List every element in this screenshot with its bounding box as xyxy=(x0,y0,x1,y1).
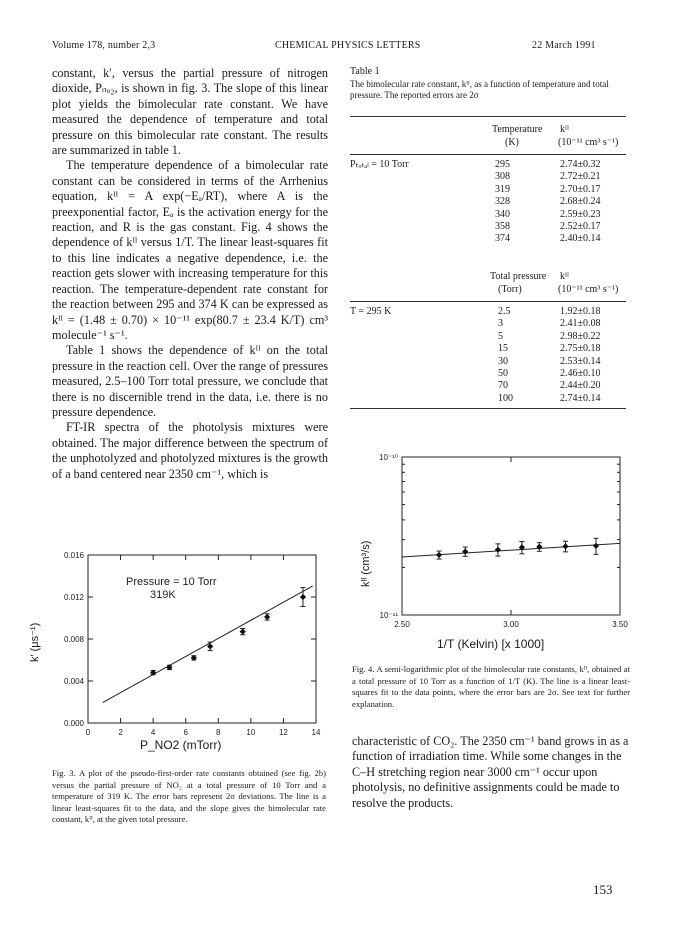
x-tick-label: 10 xyxy=(246,728,256,737)
x-tick-label: 6 xyxy=(183,728,188,737)
fig4-fit-line xyxy=(402,543,620,557)
fig3-chart xyxy=(50,548,330,763)
table-rule xyxy=(350,116,626,117)
fig4-chart xyxy=(352,445,637,635)
table-title: Table 1 xyxy=(350,66,380,77)
table-condition-pressure: Pₜₒₜₐₗ = 10 Torr xyxy=(350,159,409,170)
table-rule xyxy=(350,408,626,409)
x-tick-label: 8 xyxy=(216,728,221,737)
fig4-caption: Fig. 4. A semi-logarithmic plot of the bimolecular rate constants, kᴵᴵ, obtained at a total pressure of 10 Torr as a function of 1/T (K). The line is a linear least-squares fit to the data points, where the error bars are 2σ. See text for further explanation. xyxy=(352,664,630,709)
y-tick-label: 10⁻¹¹ xyxy=(379,611,398,620)
table-caption: The bimolecular rate constant, kᴵᴵ, as a function of temperature and total pressure. The reported errors are 2σ xyxy=(350,79,609,100)
page-number: 153 xyxy=(593,882,613,897)
table-condition-temperature: T = 295 K xyxy=(350,306,392,317)
fig4-ticks xyxy=(402,457,620,615)
y-tick-label: 0.000 xyxy=(63,719,84,728)
table-head-temperature: Temperature xyxy=(492,124,543,135)
data-point xyxy=(436,552,442,558)
data-point xyxy=(562,543,568,549)
x-tick-label: 12 xyxy=(278,728,288,737)
header-journal: CHEMICAL PHYSICS LETTERS xyxy=(275,40,421,51)
paragraph: The temperature dependence of a bimolecular rate constant can be considered in terms of the Arrhenius equation, kᴵᴵ = A exp(−Eₐ/RT), where A is the preexponential factor, Eₐ is the activation energy for the reaction, and R is the gas constant. Fig. 4 shows the dependence of kᴵᴵ versus 1/T. The linear least-squares fit to this line indicates a negative dependence, i.e. the reaction gets slower with increasing temperature for this reaction. The temperature-dependent rate constant for the reaction between 295 and 374 K can be expressed as kᴵᴵ = (1.48 ± 0.70) × 10⁻¹¹ exp(80.7 ± 23.4 K/T) cm³ molecule⁻¹ s⁻¹. xyxy=(52,158,328,342)
fig3-ylabel: k′ (μs⁻¹) xyxy=(29,622,41,662)
paragraph: Table 1 shows the dependence of kᴵᴵ on the total pressure in the reaction cell. Over the range of pressures measured, 2.5–100 Torr total pressure, we conclude that there is no discernible trend in the data, i.e. there is no pressure dependence. xyxy=(52,343,328,419)
y-tick-label: 0.004 xyxy=(63,677,84,686)
x-tick-label: 2 xyxy=(118,728,123,737)
table-head-total-pressure-unit: (Torr) xyxy=(498,284,522,295)
table-k-values: 2.74±0.32 2.72±0.21 2.70±0.17 2.68±0.24 2.59±0.23 2.52±0.17 2.40±0.14 xyxy=(560,159,601,245)
table-head-k-unit: (10⁻¹¹ cm³ s⁻¹) xyxy=(558,284,619,295)
table-pressure-values: 2.5 3 5 15 30 50 70 100 xyxy=(498,306,513,404)
x-tick-label: 3.50 xyxy=(612,620,628,629)
table-k-values: 1.92±0.18 2.41±0.08 2.98±0.22 2.75±0.18 2.53±0.14 2.46±0.10 2.44±0.20 2.74±0.14 xyxy=(560,306,601,404)
fig3-annotation-pressure: Pressure = 10 Torr xyxy=(126,576,217,588)
y-tick-label: 0.012 xyxy=(63,593,84,602)
fig4-ylabel: kᴵᴵ (cm³/s) xyxy=(360,540,372,587)
table-head-k: kᴵᴵ xyxy=(560,124,569,135)
right-column-text: characteristic of CO₂. The 2350 cm⁻¹ band grows in as a function of irradiation time. While some changes in the C–H stretching region near 3000 cm⁻¹ occur upon photolysis, no definitive assignments could be made to resolve the products. xyxy=(352,734,629,810)
left-column-text xyxy=(52,66,328,536)
y-tick-label: 0.008 xyxy=(63,635,84,644)
x-tick-label: 0 xyxy=(85,728,91,737)
paragraph: constant, k′, versus the partial pressure of nitrogen dioxide, Pₙₒ₂, is shown in fig. 3. The slope of this linear plot yields the bimolecular rate constant. We have measured the dependence of temperature and total pressure on this bimolecular rate constant. The results are summarized in table 1. xyxy=(52,66,328,158)
data-point xyxy=(593,543,599,549)
table-1 xyxy=(350,66,630,446)
x-tick-label: 3.00 xyxy=(503,620,519,629)
fig4-data-points xyxy=(436,538,599,559)
x-tick-label: 2.50 xyxy=(394,620,410,629)
table-head-total-pressure: Total pressure xyxy=(490,271,547,282)
data-point xyxy=(240,629,246,635)
x-tick-label: 4 xyxy=(150,728,156,737)
fig3-annotation-temperature: 319K xyxy=(150,589,176,601)
fig3-xlabel: P_NO2 (mTorr) xyxy=(140,738,222,752)
table-head-temperature-unit: (K) xyxy=(505,137,519,148)
header-volume: Volume 178, number 2,3 xyxy=(52,40,156,51)
header-date: 22 March 1991 xyxy=(532,40,596,51)
y-tick-label: 10⁻¹⁰ xyxy=(379,453,398,462)
table-head-k: kᴵᴵ xyxy=(560,271,569,282)
fig4-plot-frame xyxy=(402,457,620,615)
fig3-fit-line xyxy=(103,586,313,703)
data-point xyxy=(264,614,270,620)
fig3-caption: Fig. 3. A plot of the pseudo-first-order rate constants obtained (see fig. 2b) versus the partial pressure of NO₂ at a total pressure of 10 Torr and a temperature of 319 K. The error bars represent 2σ deviations. The line is a linear least-squares fit to the data, and the slope gives the bimolecular rate constant, kᴵᴵ, at the given total pressure. xyxy=(52,768,326,825)
table-head-k-unit: (10⁻¹¹ cm³ s⁻¹) xyxy=(558,137,619,148)
y-tick-label: 0.016 xyxy=(63,551,84,560)
fig4-xlabel: 1/T (Kelvin) [x 1000] xyxy=(437,637,545,651)
data-point xyxy=(300,594,306,600)
table-temperature-values: 295 308 319 328 340 358 374 xyxy=(495,159,510,245)
data-point xyxy=(495,547,501,553)
table-rule xyxy=(350,154,626,155)
paragraph: FT-IR spectra of the photolysis mixtures were obtained. The major difference between the spectrum of the unphotolyzed and photolyzed mixtures is the growth of a band centered near 2350 cm⁻¹, which is xyxy=(52,420,328,481)
data-point xyxy=(462,548,468,554)
table-rule xyxy=(350,301,626,302)
fig4-tick-labels xyxy=(379,453,628,629)
x-tick-label: 14 xyxy=(311,728,321,737)
